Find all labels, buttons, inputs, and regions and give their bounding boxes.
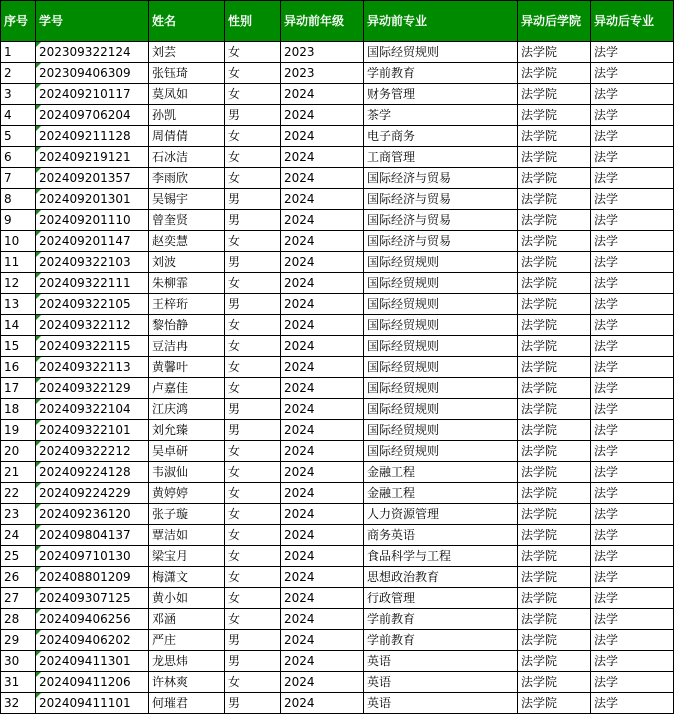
cell-gender[interactable]: 男: [225, 105, 281, 126]
cell-student-id[interactable]: 202409322212: [36, 441, 149, 462]
cell-college-after[interactable]: 法学院: [518, 462, 591, 483]
cell-name[interactable]: 张钰琦: [149, 63, 225, 84]
cell-student-id[interactable]: 202409322101: [36, 420, 149, 441]
cell-major-after[interactable]: 法学: [591, 525, 674, 546]
cell-grade-before[interactable]: 2024: [281, 231, 364, 252]
cell-major-after[interactable]: 法学: [591, 126, 674, 147]
cell-college-after[interactable]: 法学院: [518, 672, 591, 693]
cell-index[interactable]: 1: [1, 42, 36, 63]
table-row[interactable]: [1, 147, 674, 168]
table-row[interactable]: [1, 525, 674, 546]
cell-student-id[interactable]: 202309406309: [36, 63, 149, 84]
cell-major-after[interactable]: 法学: [591, 378, 674, 399]
cell-index[interactable]: 27: [1, 588, 36, 609]
cell-college-after[interactable]: 法学院: [518, 252, 591, 273]
header-cell-index[interactable]: 序号: [1, 1, 36, 42]
cell-name[interactable]: 卢嘉佳: [149, 378, 225, 399]
cell-college-after[interactable]: 法学院: [518, 399, 591, 420]
cell-gender[interactable]: 男: [225, 252, 281, 273]
cell-major-before[interactable]: 国际经济与贸易: [364, 189, 518, 210]
cell-major-before[interactable]: 英语: [364, 693, 518, 714]
table-row[interactable]: [1, 630, 674, 651]
cell-index[interactable]: 28: [1, 609, 36, 630]
table-row[interactable]: [1, 273, 674, 294]
cell-index[interactable]: 16: [1, 357, 36, 378]
cell-college-after[interactable]: 法学院: [518, 147, 591, 168]
cell-major-after[interactable]: 法学: [591, 651, 674, 672]
cell-college-after[interactable]: 法学院: [518, 630, 591, 651]
header-cell-name[interactable]: 姓名: [149, 1, 225, 42]
cell-student-id[interactable]: 202409322111: [36, 273, 149, 294]
cell-major-before[interactable]: 茶学: [364, 105, 518, 126]
cell-name[interactable]: 豆洁冉: [149, 336, 225, 357]
cell-major-after[interactable]: 法学: [591, 399, 674, 420]
cell-major-before[interactable]: 国际经贸规则: [364, 294, 518, 315]
cell-college-after[interactable]: 法学院: [518, 567, 591, 588]
cell-student-id[interactable]: 202409322112: [36, 315, 149, 336]
cell-student-id[interactable]: 202409224229: [36, 483, 149, 504]
cell-grade-before[interactable]: 2024: [281, 399, 364, 420]
cell-grade-before[interactable]: 2024: [281, 105, 364, 126]
cell-college-after[interactable]: 法学院: [518, 504, 591, 525]
cell-major-after[interactable]: 法学: [591, 105, 674, 126]
cell-gender[interactable]: 女: [225, 378, 281, 399]
cell-grade-before[interactable]: 2023: [281, 63, 364, 84]
cell-grade-before[interactable]: 2024: [281, 630, 364, 651]
cell-name[interactable]: 李雨欣: [149, 168, 225, 189]
table-row[interactable]: [1, 294, 674, 315]
cell-index[interactable]: 25: [1, 546, 36, 567]
cell-major-before[interactable]: 国际经贸规则: [364, 441, 518, 462]
cell-gender[interactable]: 女: [225, 63, 281, 84]
cell-index[interactable]: 8: [1, 189, 36, 210]
cell-name[interactable]: 黄馨叶: [149, 357, 225, 378]
cell-grade-before[interactable]: 2024: [281, 294, 364, 315]
cell-name[interactable]: 许林爽: [149, 672, 225, 693]
cell-student-id[interactable]: 202409406256: [36, 609, 149, 630]
cell-student-id[interactable]: 202409406202: [36, 630, 149, 651]
cell-gender[interactable]: 男: [225, 651, 281, 672]
cell-gender[interactable]: 女: [225, 567, 281, 588]
cell-major-before[interactable]: 英语: [364, 651, 518, 672]
cell-major-after[interactable]: 法学: [591, 63, 674, 84]
cell-grade-before[interactable]: 2024: [281, 693, 364, 714]
cell-major-after[interactable]: 法学: [591, 357, 674, 378]
cell-college-after[interactable]: 法学院: [518, 525, 591, 546]
cell-name[interactable]: 黎怡静: [149, 315, 225, 336]
cell-name[interactable]: 赵奕慧: [149, 231, 225, 252]
cell-gender[interactable]: 女: [225, 273, 281, 294]
cell-college-after[interactable]: 法学院: [518, 651, 591, 672]
cell-major-after[interactable]: 法学: [591, 546, 674, 567]
cell-student-id[interactable]: 202409201147: [36, 231, 149, 252]
cell-grade-before[interactable]: 2024: [281, 483, 364, 504]
cell-name[interactable]: 孙凯: [149, 105, 225, 126]
cell-college-after[interactable]: 法学院: [518, 483, 591, 504]
cell-major-after[interactable]: 法学: [591, 84, 674, 105]
cell-grade-before[interactable]: 2024: [281, 525, 364, 546]
cell-major-after[interactable]: 法学: [591, 189, 674, 210]
table-row[interactable]: [1, 189, 674, 210]
cell-grade-before[interactable]: 2024: [281, 168, 364, 189]
table-row[interactable]: [1, 504, 674, 525]
cell-grade-before[interactable]: 2024: [281, 567, 364, 588]
cell-gender[interactable]: 女: [225, 483, 281, 504]
cell-gender[interactable]: 女: [225, 336, 281, 357]
table-row[interactable]: [1, 42, 674, 63]
cell-student-id[interactable]: 202409706204: [36, 105, 149, 126]
cell-name[interactable]: 莫凤如: [149, 84, 225, 105]
cell-college-after[interactable]: 法学院: [518, 210, 591, 231]
table-row[interactable]: [1, 651, 674, 672]
cell-index[interactable]: 2: [1, 63, 36, 84]
cell-name[interactable]: 韦淑仙: [149, 462, 225, 483]
cell-name[interactable]: 严庄: [149, 630, 225, 651]
cell-grade-before[interactable]: 2024: [281, 588, 364, 609]
cell-name[interactable]: 刘波: [149, 252, 225, 273]
cell-gender[interactable]: 女: [225, 441, 281, 462]
table-row[interactable]: [1, 105, 674, 126]
cell-major-before[interactable]: 英语: [364, 672, 518, 693]
cell-index[interactable]: 26: [1, 567, 36, 588]
cell-major-before[interactable]: 国际经济与贸易: [364, 210, 518, 231]
table-row[interactable]: [1, 168, 674, 189]
table-row[interactable]: [1, 210, 674, 231]
cell-major-before[interactable]: 电子商务: [364, 126, 518, 147]
cell-name[interactable]: 石冰洁: [149, 147, 225, 168]
cell-major-before[interactable]: 国际经贸规则: [364, 336, 518, 357]
cell-index[interactable]: 21: [1, 462, 36, 483]
cell-major-after[interactable]: 法学: [591, 294, 674, 315]
cell-index[interactable]: 18: [1, 399, 36, 420]
cell-major-after[interactable]: 法学: [591, 504, 674, 525]
cell-major-after[interactable]: 法学: [591, 42, 674, 63]
table-row[interactable]: [1, 378, 674, 399]
table-row[interactable]: [1, 693, 674, 714]
header-cell-college-after[interactable]: 异动后学院: [518, 1, 591, 42]
cell-gender[interactable]: 女: [225, 84, 281, 105]
cell-name[interactable]: 覃洁如: [149, 525, 225, 546]
cell-index[interactable]: 14: [1, 315, 36, 336]
cell-gender[interactable]: 女: [225, 609, 281, 630]
cell-index[interactable]: 20: [1, 441, 36, 462]
cell-major-after[interactable]: 法学: [591, 315, 674, 336]
cell-index[interactable]: 22: [1, 483, 36, 504]
table-row[interactable]: [1, 420, 674, 441]
cell-name[interactable]: 周倩倩: [149, 126, 225, 147]
cell-college-after[interactable]: 法学院: [518, 378, 591, 399]
cell-gender[interactable]: 女: [225, 231, 281, 252]
cell-gender[interactable]: 男: [225, 399, 281, 420]
cell-name[interactable]: 江庆鸿: [149, 399, 225, 420]
cell-major-before[interactable]: 国际经贸规则: [364, 420, 518, 441]
cell-name[interactable]: 朱柳霏: [149, 273, 225, 294]
cell-college-after[interactable]: 法学院: [518, 42, 591, 63]
cell-student-id[interactable]: 202409411301: [36, 651, 149, 672]
cell-major-after[interactable]: 法学: [591, 252, 674, 273]
cell-college-after[interactable]: 法学院: [518, 441, 591, 462]
table-row[interactable]: [1, 336, 674, 357]
cell-student-id[interactable]: 202409307125: [36, 588, 149, 609]
cell-gender[interactable]: 女: [225, 462, 281, 483]
cell-grade-before[interactable]: 2024: [281, 357, 364, 378]
cell-gender[interactable]: 男: [225, 630, 281, 651]
cell-major-after[interactable]: 法学: [591, 693, 674, 714]
cell-college-after[interactable]: 法学院: [518, 231, 591, 252]
cell-grade-before[interactable]: 2024: [281, 378, 364, 399]
cell-student-id[interactable]: 202409201301: [36, 189, 149, 210]
cell-index[interactable]: 10: [1, 231, 36, 252]
cell-name[interactable]: 梁宝月: [149, 546, 225, 567]
cell-index[interactable]: 30: [1, 651, 36, 672]
cell-index[interactable]: 31: [1, 672, 36, 693]
cell-major-before[interactable]: 学前教育: [364, 609, 518, 630]
cell-index[interactable]: 6: [1, 147, 36, 168]
table-row[interactable]: [1, 672, 674, 693]
cell-gender[interactable]: 女: [225, 588, 281, 609]
cell-student-id[interactable]: 202409322115: [36, 336, 149, 357]
cell-major-after[interactable]: 法学: [591, 441, 674, 462]
cell-gender[interactable]: 女: [225, 126, 281, 147]
cell-index[interactable]: 9: [1, 210, 36, 231]
table-row[interactable]: [1, 546, 674, 567]
cell-college-after[interactable]: 法学院: [518, 609, 591, 630]
table-row[interactable]: [1, 315, 674, 336]
cell-major-after[interactable]: 法学: [591, 462, 674, 483]
cell-major-before[interactable]: 国际经济与贸易: [364, 168, 518, 189]
cell-student-id[interactable]: 202408801209: [36, 567, 149, 588]
cell-name[interactable]: 曾奎贤: [149, 210, 225, 231]
cell-major-before[interactable]: 食品科学与工程: [364, 546, 518, 567]
cell-name[interactable]: 黄小如: [149, 588, 225, 609]
table-row[interactable]: [1, 609, 674, 630]
cell-gender[interactable]: 女: [225, 147, 281, 168]
cell-major-after[interactable]: 法学: [591, 168, 674, 189]
cell-major-before[interactable]: 人力资源管理: [364, 504, 518, 525]
cell-major-before[interactable]: 财务管理: [364, 84, 518, 105]
cell-grade-before[interactable]: 2023: [281, 42, 364, 63]
cell-gender[interactable]: 女: [225, 42, 281, 63]
cell-name[interactable]: 黄婷婷: [149, 483, 225, 504]
cell-college-after[interactable]: 法学院: [518, 294, 591, 315]
cell-student-id[interactable]: 202409236120: [36, 504, 149, 525]
cell-college-after[interactable]: 法学院: [518, 336, 591, 357]
header-cell-gender[interactable]: 性别: [225, 1, 281, 42]
cell-major-before[interactable]: 国际经贸规则: [364, 252, 518, 273]
cell-index[interactable]: 4: [1, 105, 36, 126]
cell-index[interactable]: 7: [1, 168, 36, 189]
cell-student-id[interactable]: 202409322103: [36, 252, 149, 273]
table-row[interactable]: [1, 462, 674, 483]
header-cell-student-id[interactable]: 学号: [36, 1, 149, 42]
cell-name[interactable]: 王梓珩: [149, 294, 225, 315]
cell-gender[interactable]: 男: [225, 294, 281, 315]
cell-index[interactable]: 23: [1, 504, 36, 525]
header-cell-major-after[interactable]: 异动后专业: [591, 1, 674, 42]
cell-student-id[interactable]: 202409804137: [36, 525, 149, 546]
cell-name[interactable]: 龙思炜: [149, 651, 225, 672]
cell-index[interactable]: 32: [1, 693, 36, 714]
table-row[interactable]: [1, 483, 674, 504]
cell-major-before[interactable]: 国际经贸规则: [364, 378, 518, 399]
cell-grade-before[interactable]: 2024: [281, 252, 364, 273]
cell-index[interactable]: 19: [1, 420, 36, 441]
cell-college-after[interactable]: 法学院: [518, 168, 591, 189]
cell-gender[interactable]: 男: [225, 189, 281, 210]
table-row[interactable]: [1, 84, 674, 105]
cell-college-after[interactable]: 法学院: [518, 84, 591, 105]
table-body: [1, 42, 674, 714]
cell-major-after[interactable]: 法学: [591, 273, 674, 294]
cell-index[interactable]: 29: [1, 630, 36, 651]
cell-college-after[interactable]: 法学院: [518, 420, 591, 441]
cell-student-id[interactable]: 202409411101: [36, 693, 149, 714]
cell-major-after[interactable]: 法学: [591, 483, 674, 504]
cell-index[interactable]: 5: [1, 126, 36, 147]
cell-major-before[interactable]: 行政管理: [364, 588, 518, 609]
cell-student-id[interactable]: 202409219121: [36, 147, 149, 168]
cell-major-after[interactable]: 法学: [591, 231, 674, 252]
cell-name[interactable]: 刘芸: [149, 42, 225, 63]
table-row[interactable]: [1, 252, 674, 273]
cell-college-after[interactable]: 法学院: [518, 63, 591, 84]
header-cell-major-before[interactable]: 异动前专业: [364, 1, 518, 42]
cell-grade-before[interactable]: 2024: [281, 273, 364, 294]
cell-student-id[interactable]: 202409322113: [36, 357, 149, 378]
cell-student-id[interactable]: 202409201110: [36, 210, 149, 231]
cell-grade-before[interactable]: 2024: [281, 651, 364, 672]
cell-major-before[interactable]: 思想政治教育: [364, 567, 518, 588]
cell-major-before[interactable]: 金融工程: [364, 483, 518, 504]
cell-grade-before[interactable]: 2024: [281, 84, 364, 105]
cell-grade-before[interactable]: 2024: [281, 147, 364, 168]
cell-major-before[interactable]: 金融工程: [364, 462, 518, 483]
cell-grade-before[interactable]: 2024: [281, 462, 364, 483]
cell-major-before[interactable]: 国际经贸规则: [364, 357, 518, 378]
cell-major-after[interactable]: 法学: [591, 567, 674, 588]
cell-major-after[interactable]: 法学: [591, 147, 674, 168]
cell-index[interactable]: 15: [1, 336, 36, 357]
cell-college-after[interactable]: 法学院: [518, 546, 591, 567]
cell-college-after[interactable]: 法学院: [518, 588, 591, 609]
cell-major-before[interactable]: 国际经贸规则: [364, 399, 518, 420]
cell-name[interactable]: 刘允臻: [149, 420, 225, 441]
table-row[interactable]: [1, 399, 674, 420]
cell-name[interactable]: 吴锡宇: [149, 189, 225, 210]
table-row[interactable]: [1, 441, 674, 462]
cell-grade-before[interactable]: 2024: [281, 315, 364, 336]
cell-gender[interactable]: 女: [225, 525, 281, 546]
cell-gender[interactable]: 女: [225, 546, 281, 567]
cell-grade-before[interactable]: 2024: [281, 672, 364, 693]
cell-college-after[interactable]: 法学院: [518, 105, 591, 126]
cell-grade-before[interactable]: 2024: [281, 189, 364, 210]
table-row[interactable]: [1, 588, 674, 609]
cell-major-before[interactable]: 商务英语: [364, 525, 518, 546]
cell-grade-before[interactable]: 2024: [281, 126, 364, 147]
cell-student-id[interactable]: 202409224128: [36, 462, 149, 483]
cell-gender[interactable]: 女: [225, 504, 281, 525]
cell-major-before[interactable]: 国际经贸规则: [364, 42, 518, 63]
cell-gender[interactable]: 女: [225, 315, 281, 336]
cell-gender[interactable]: 男: [225, 420, 281, 441]
cell-major-before[interactable]: 国际经贸规则: [364, 273, 518, 294]
cell-index[interactable]: 12: [1, 273, 36, 294]
cell-grade-before[interactable]: 2024: [281, 210, 364, 231]
cell-name[interactable]: 梅潇文: [149, 567, 225, 588]
cell-gender[interactable]: 女: [225, 357, 281, 378]
cell-name[interactable]: 邓涵: [149, 609, 225, 630]
cell-index[interactable]: 24: [1, 525, 36, 546]
cell-student-id[interactable]: 202409322105: [36, 294, 149, 315]
header-cell-grade-before[interactable]: 异动前年级: [281, 1, 364, 42]
cell-grade-before[interactable]: 2024: [281, 546, 364, 567]
cell-student-id[interactable]: 202409322129: [36, 378, 149, 399]
cell-gender[interactable]: 女: [225, 672, 281, 693]
cell-student-id[interactable]: 202409322104: [36, 399, 149, 420]
cell-index[interactable]: 17: [1, 378, 36, 399]
cell-major-before[interactable]: 工商管理: [364, 147, 518, 168]
cell-grade-before[interactable]: 2024: [281, 441, 364, 462]
cell-college-after[interactable]: 法学院: [518, 273, 591, 294]
cell-major-before[interactable]: 国际经济与贸易: [364, 231, 518, 252]
cell-index[interactable]: 3: [1, 84, 36, 105]
cell-major-after[interactable]: 法学: [591, 630, 674, 651]
cell-student-id[interactable]: 202409211128: [36, 126, 149, 147]
cell-student-id[interactable]: 202409710130: [36, 546, 149, 567]
cell-gender[interactable]: 女: [225, 168, 281, 189]
cell-gender[interactable]: 男: [225, 210, 281, 231]
cell-gender[interactable]: 男: [225, 693, 281, 714]
cell-major-after[interactable]: 法学: [591, 210, 674, 231]
cell-grade-before[interactable]: 2024: [281, 420, 364, 441]
cell-name[interactable]: 张子璇: [149, 504, 225, 525]
table-row[interactable]: [1, 567, 674, 588]
cell-grade-before[interactable]: 2024: [281, 336, 364, 357]
table-row[interactable]: [1, 357, 674, 378]
cell-major-before[interactable]: 学前教育: [364, 630, 518, 651]
cell-major-after[interactable]: 法学: [591, 588, 674, 609]
cell-student-id[interactable]: 202309322124: [36, 42, 149, 63]
cell-major-after[interactable]: 法学: [591, 609, 674, 630]
cell-college-after[interactable]: 法学院: [518, 693, 591, 714]
cell-grade-before[interactable]: 2024: [281, 504, 364, 525]
table-row[interactable]: [1, 63, 674, 84]
cell-college-after[interactable]: 法学院: [518, 315, 591, 336]
table-row[interactable]: [1, 231, 674, 252]
cell-name[interactable]: 吴卓研: [149, 441, 225, 462]
cell-major-before[interactable]: 学前教育: [364, 63, 518, 84]
cell-major-after[interactable]: 法学: [591, 420, 674, 441]
cell-index[interactable]: 11: [1, 252, 36, 273]
cell-index[interactable]: 13: [1, 294, 36, 315]
cell-student-id[interactable]: 202409411206: [36, 672, 149, 693]
cell-college-after[interactable]: 法学院: [518, 357, 591, 378]
cell-major-after[interactable]: 法学: [591, 336, 674, 357]
cell-major-after[interactable]: 法学: [591, 672, 674, 693]
cell-student-id[interactable]: 202409201357: [36, 168, 149, 189]
cell-college-after[interactable]: 法学院: [518, 189, 591, 210]
header-row: [1, 1, 674, 42]
cell-major-before[interactable]: 国际经贸规则: [364, 315, 518, 336]
table-row[interactable]: [1, 126, 674, 147]
cell-name[interactable]: 何璀君: [149, 693, 225, 714]
cell-college-after[interactable]: 法学院: [518, 126, 591, 147]
cell-grade-before[interactable]: 2024: [281, 609, 364, 630]
cell-student-id[interactable]: 202409210117: [36, 84, 149, 105]
